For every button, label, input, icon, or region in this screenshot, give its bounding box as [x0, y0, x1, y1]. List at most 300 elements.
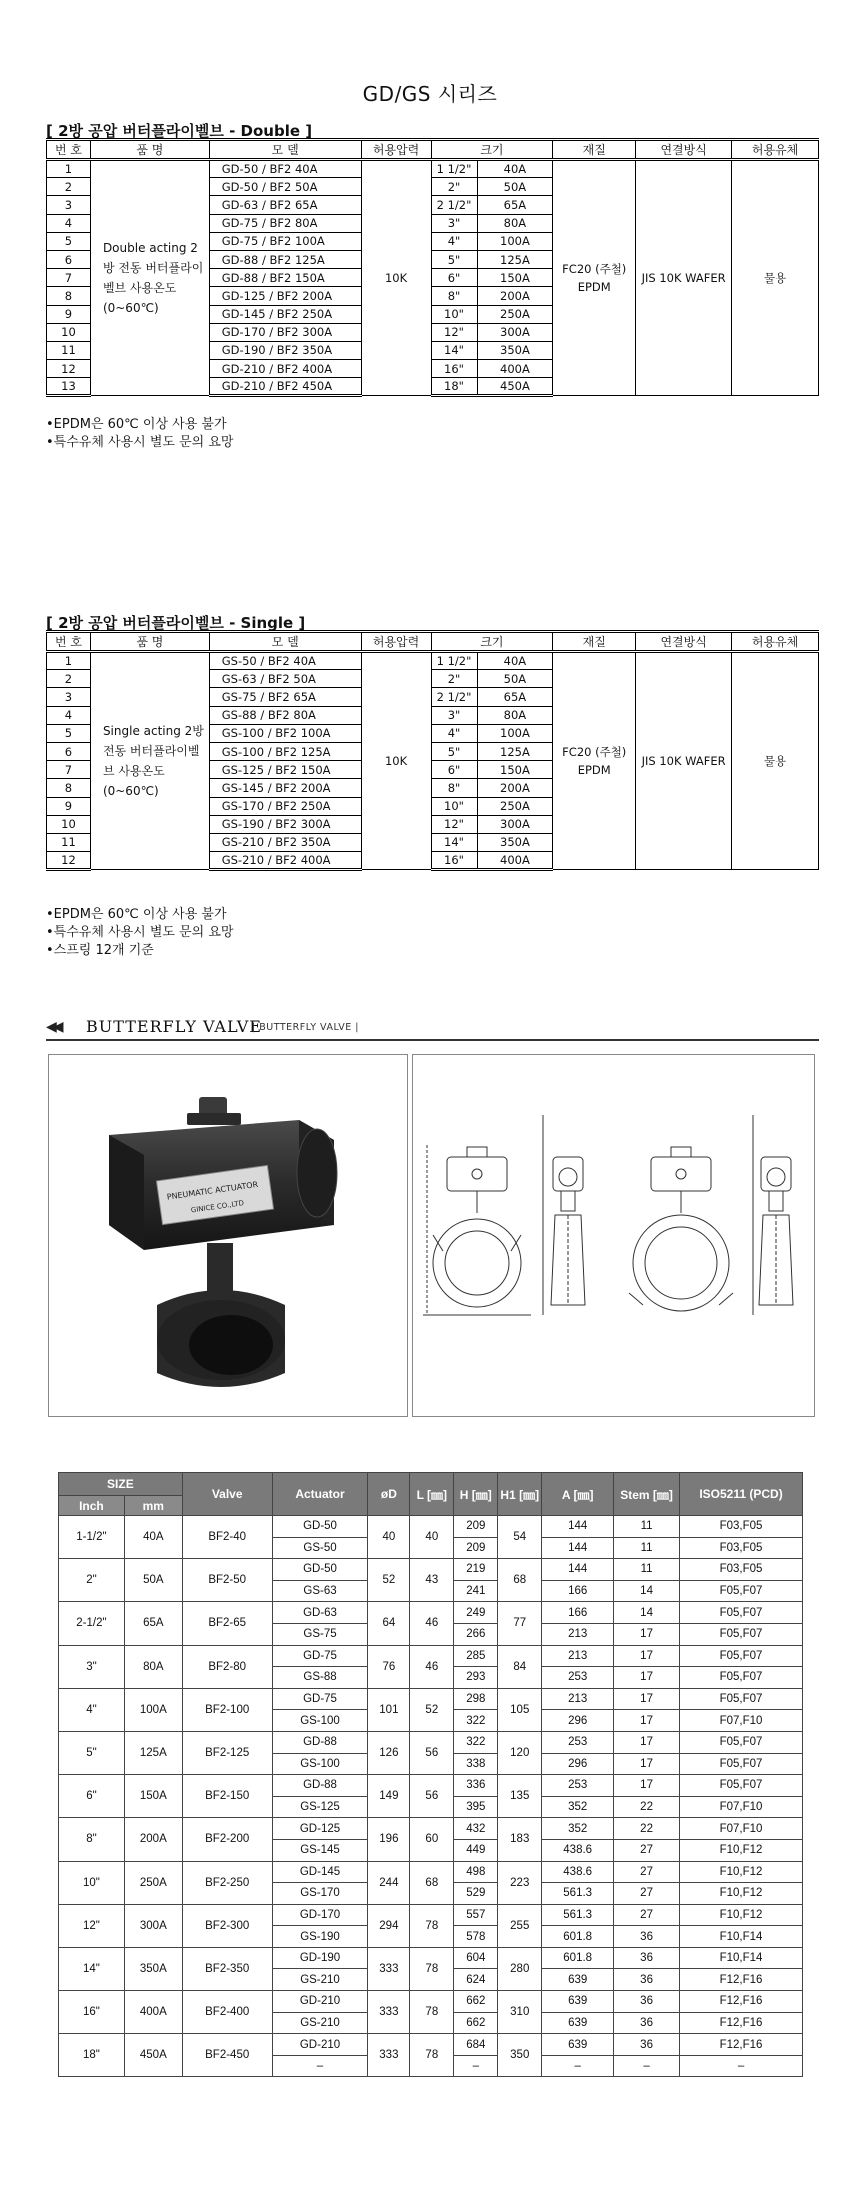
connection-cell: JIS 10K WAFER — [636, 160, 732, 396]
a-cell: – — [542, 2055, 614, 2077]
size-inch-cell: 3" — [431, 214, 477, 232]
model-cell: GS-88 / BF2 80A — [209, 706, 361, 724]
size-mm-cell: 400A — [124, 1991, 182, 2034]
size-inch-cell: 1 1/2" — [431, 652, 477, 670]
size-inch-cell: 16" — [431, 852, 477, 870]
size-inch-cell: 4" — [431, 232, 477, 250]
iso-cell: F12,F16 — [680, 1969, 803, 1991]
technical-drawing — [412, 1054, 815, 1417]
note-line: •스프링 12개 기준 — [46, 943, 154, 958]
row-number: 5 — [47, 232, 91, 250]
note-line: •특수유체 사용시 별도 문의 요망 — [46, 925, 234, 940]
h1-cell: 68 — [498, 1559, 542, 1602]
product-description: Single acting 2방 전동 버터플라이벨브 사용온도 (0~60℃) — [90, 652, 209, 870]
model-cell: GS-210 / BF2 350A — [209, 833, 361, 851]
size-inch-cell: 16" — [431, 360, 477, 378]
material-cell: FC20 (주철) EPDM — [553, 160, 636, 396]
od-cell: 64 — [368, 1602, 410, 1645]
model-cell: GS-210 / BF2 400A — [209, 852, 361, 870]
col-header: 연결방식 — [636, 632, 732, 652]
actuator-cell: GD-50 — [272, 1516, 368, 1538]
iso-cell: F10,F12 — [680, 1861, 803, 1883]
h-cell: 336 — [454, 1775, 498, 1797]
size-mm-cell: 200A — [477, 287, 553, 305]
size-mm-cell: 125A — [124, 1731, 182, 1774]
size-inch-cell: 3" — [431, 706, 477, 724]
iso-cell: F10,F14 — [680, 1926, 803, 1948]
size-inch-cell: 5" — [59, 1731, 125, 1774]
h-cell: 662 — [454, 2012, 498, 2034]
fluid-cell: 물용 — [732, 160, 819, 396]
actuator-cell: GD-75 — [272, 1645, 368, 1667]
size-mm-cell: 125A — [477, 742, 553, 760]
size-inch-cell: 18" — [431, 378, 477, 396]
size-mm-cell: 40A — [477, 160, 553, 178]
actuator-cell: GS-170 — [272, 1883, 368, 1905]
od-cell: 126 — [368, 1731, 410, 1774]
h-cell: 529 — [454, 1883, 498, 1905]
size-inch-cell: 2 1/2" — [431, 196, 477, 214]
stem-cell: 36 — [614, 1947, 680, 1969]
col-header: 재질 — [553, 140, 636, 160]
valve-cell: BF2-80 — [182, 1645, 272, 1688]
h-cell: 266 — [454, 1623, 498, 1645]
a-cell: 213 — [542, 1688, 614, 1710]
size-inch-cell: 12" — [59, 1904, 125, 1947]
size-mm-cell: 200A — [477, 779, 553, 797]
size-mm-cell: 100A — [477, 724, 553, 742]
h-cell: 624 — [454, 1969, 498, 1991]
od-cell: 76 — [368, 1645, 410, 1688]
col-header: 크기 — [431, 632, 553, 652]
size-inch-cell: 3" — [59, 1645, 125, 1688]
size-mm-cell: 80A — [477, 706, 553, 724]
valve-cell: BF2-300 — [182, 1904, 272, 1947]
model-cell: GD-145 / BF2 250A — [209, 305, 361, 323]
size-mm-cell: 80A — [477, 214, 553, 232]
h-cell: – — [454, 2055, 498, 2077]
od-cell: 40 — [368, 1516, 410, 1559]
stem-cell: 17 — [614, 1753, 680, 1775]
table-row — [59, 1991, 803, 2013]
row-number: 3 — [47, 196, 91, 214]
table-row — [59, 1731, 803, 1753]
iso-cell: F12,F16 — [680, 2012, 803, 2034]
h1-cell: 350 — [498, 2034, 542, 2077]
l-cell: 78 — [410, 1904, 454, 1947]
table-row — [47, 160, 819, 178]
size-mm-cell: 40A — [124, 1516, 182, 1559]
model-cell: GD-88 / BF2 125A — [209, 250, 361, 268]
valve-cell: BF2-450 — [182, 2034, 272, 2077]
actuator-cell: GS-63 — [272, 1580, 368, 1602]
inch-header: Inch — [59, 1496, 125, 1516]
h-cell: 322 — [454, 1710, 498, 1732]
od-cell: 149 — [368, 1775, 410, 1818]
actuator-cell: GD-50 — [272, 1559, 368, 1581]
size-inch-cell: 10" — [431, 797, 477, 815]
row-number: 1 — [47, 160, 91, 178]
table-row — [59, 1861, 803, 1883]
actuator-cell: GD-88 — [272, 1731, 368, 1753]
model-cell: GS-145 / BF2 200A — [209, 779, 361, 797]
connection-cell: JIS 10K WAFER — [636, 652, 732, 870]
row-number: 3 — [47, 688, 91, 706]
h1-cell: 183 — [498, 1818, 542, 1861]
valve-cell: BF2-50 — [182, 1559, 272, 1602]
model-cell: GD-190 / BF2 350A — [209, 341, 361, 359]
a-cell: 438.6 — [542, 1839, 614, 1861]
size-inch-cell: 8" — [431, 779, 477, 797]
size-mm-cell: 400A — [477, 360, 553, 378]
stem-cell: 36 — [614, 1926, 680, 1948]
size-inch-cell: 5" — [431, 250, 477, 268]
od-cell: 196 — [368, 1818, 410, 1861]
od-cell: 333 — [368, 1947, 410, 1990]
actuator-cell: GS-190 — [272, 1926, 368, 1948]
size-mm-cell: 150A — [477, 269, 553, 287]
size-mm-cell: 200A — [124, 1818, 182, 1861]
size-mm-cell: 50A — [124, 1559, 182, 1602]
a-cell: 296 — [542, 1753, 614, 1775]
size-inch-cell: 2 1/2" — [431, 688, 477, 706]
model-cell: GS-63 / BF2 50A — [209, 670, 361, 688]
h1-cell: 223 — [498, 1861, 542, 1904]
h-cell: 285 — [454, 1645, 498, 1667]
size-inch-cell: 10" — [431, 305, 477, 323]
dimension-table — [58, 1472, 803, 2077]
col-header: 연결방식 — [636, 140, 732, 160]
model-cell: GS-100 / BF2 100A — [209, 724, 361, 742]
note-line: •EPDM은 60℃ 이상 사용 불가 — [46, 907, 227, 922]
stem-cell: – — [614, 2055, 680, 2077]
product-photo — [48, 1054, 408, 1417]
iso-cell: F05,F07 — [680, 1645, 803, 1667]
h-header: H [㎜] — [454, 1473, 498, 1516]
h1-cell: 255 — [498, 1904, 542, 1947]
row-number: 7 — [47, 761, 91, 779]
size-mm-cell: 250A — [477, 797, 553, 815]
h-cell: 684 — [454, 2034, 498, 2056]
row-number: 6 — [47, 742, 91, 760]
size-mm-cell: 50A — [477, 670, 553, 688]
butterfly-valve-banner — [46, 1017, 819, 1041]
actuator-cell: GD-145 — [272, 1861, 368, 1883]
row-number: 2 — [47, 178, 91, 196]
table-row — [59, 1818, 803, 1840]
table-row — [59, 1775, 803, 1797]
h-cell: 498 — [454, 1861, 498, 1883]
stem-cell: 27 — [614, 1883, 680, 1905]
stem-cell: 11 — [614, 1516, 680, 1538]
iso-header: ISO5211 (PCD) — [680, 1473, 803, 1516]
size-mm-cell: 300A — [477, 815, 553, 833]
row-number: 9 — [47, 305, 91, 323]
iso-cell: F05,F07 — [680, 1623, 803, 1645]
single-notes — [46, 906, 233, 960]
stem-cell: 17 — [614, 1710, 680, 1732]
size-inch-cell: 2" — [431, 670, 477, 688]
double-section-title: [ 2방 공압 버터플라이벨브 - Double ] — [46, 122, 313, 140]
single-spec-table — [46, 630, 819, 871]
table-row — [59, 1688, 803, 1710]
size-mm-cell: 65A — [124, 1602, 182, 1645]
iso-cell: F10,F12 — [680, 1883, 803, 1905]
iso-cell: F12,F16 — [680, 2034, 803, 2056]
double-notes — [46, 416, 233, 452]
a-cell: 213 — [542, 1645, 614, 1667]
a-cell: 144 — [542, 1559, 614, 1581]
row-number: 13 — [47, 378, 91, 396]
a-cell: 352 — [542, 1796, 614, 1818]
model-cell: GD-210 / BF2 400A — [209, 360, 361, 378]
size-inch-cell: 1-1/2" — [59, 1516, 125, 1559]
l-cell: 56 — [410, 1775, 454, 1818]
h-cell: 249 — [454, 1602, 498, 1624]
stem-cell: 27 — [614, 1904, 680, 1926]
actuator-cell: GD-88 — [272, 1775, 368, 1797]
l-cell: 40 — [410, 1516, 454, 1559]
h1-cell: 310 — [498, 1991, 542, 2034]
l-cell: 78 — [410, 2034, 454, 2077]
actuator-cell: GD-75 — [272, 1688, 368, 1710]
row-number: 4 — [47, 706, 91, 724]
iso-cell: F12,F16 — [680, 1991, 803, 2013]
size-mm-cell: 250A — [124, 1861, 182, 1904]
h-cell: 432 — [454, 1818, 498, 1840]
size-inch-cell: 8" — [431, 287, 477, 305]
model-cell: GS-50 / BF2 40A — [209, 652, 361, 670]
h1-cell: 84 — [498, 1645, 542, 1688]
stem-cell: 36 — [614, 2012, 680, 2034]
size-inch-cell: 12" — [431, 815, 477, 833]
model-cell: GS-190 / BF2 300A — [209, 815, 361, 833]
a-cell: 213 — [542, 1623, 614, 1645]
size-mm-cell: 150A — [124, 1775, 182, 1818]
size-inch-cell: 1 1/2" — [431, 160, 477, 178]
row-number: 5 — [47, 724, 91, 742]
model-cell: GD-75 / BF2 100A — [209, 232, 361, 250]
product-description: Double acting 2방 전동 버터플라이벨브 사용온도 (0~60℃) — [90, 160, 209, 396]
stem-cell: 17 — [614, 1688, 680, 1710]
h-cell: 662 — [454, 1991, 498, 2013]
a-cell: 639 — [542, 1969, 614, 1991]
actuator-cell: GS-75 — [272, 1623, 368, 1645]
size-mm-cell: 400A — [477, 852, 553, 870]
model-cell: GD-75 / BF2 80A — [209, 214, 361, 232]
col-header: 번 호 — [47, 140, 91, 160]
iso-cell: F03,F05 — [680, 1516, 803, 1538]
valve-cell: BF2-250 — [182, 1861, 272, 1904]
h-cell: 209 — [454, 1516, 498, 1538]
single-section-title: [ 2방 공압 버터플라이벨브 - Single ] — [46, 614, 306, 632]
iso-cell: F05,F07 — [680, 1580, 803, 1602]
l-cell: 78 — [410, 1947, 454, 1990]
size-mm-cell: 150A — [477, 761, 553, 779]
material-cell: FC20 (주철) EPDM — [553, 652, 636, 870]
pressure-cell: 10K — [361, 160, 431, 396]
a-cell: 352 — [542, 1818, 614, 1840]
a-cell: 253 — [542, 1731, 614, 1753]
valve-cell: BF2-400 — [182, 1991, 272, 2034]
iso-cell: F05,F07 — [680, 1731, 803, 1753]
size-mm-cell: 100A — [477, 232, 553, 250]
col-header: 품 명 — [90, 632, 209, 652]
l-header: L [㎜] — [410, 1473, 454, 1516]
size-mm-cell: 100A — [124, 1688, 182, 1731]
l-cell: 43 — [410, 1559, 454, 1602]
size-inch-cell: 6" — [431, 761, 477, 779]
size-inch-cell: 6" — [431, 269, 477, 287]
actuator-cell: GS-210 — [272, 2012, 368, 2034]
od-cell: 101 — [368, 1688, 410, 1731]
fluid-cell: 물용 — [732, 652, 819, 870]
row-number: 8 — [47, 287, 91, 305]
row-number: 8 — [47, 779, 91, 797]
row-number: 4 — [47, 214, 91, 232]
table-row — [59, 1947, 803, 1969]
valve-actuator-illustration — [49, 1055, 407, 1416]
l-cell: 68 — [410, 1861, 454, 1904]
a-cell: 144 — [542, 1537, 614, 1559]
table-row — [59, 1602, 803, 1624]
h1-cell: 105 — [498, 1688, 542, 1731]
row-number: 10 — [47, 323, 91, 341]
h-cell: 578 — [454, 1926, 498, 1948]
size-mm-cell: 250A — [477, 305, 553, 323]
a-cell: 144 — [542, 1516, 614, 1538]
a-cell: 166 — [542, 1580, 614, 1602]
size-inch-cell: 16" — [59, 1991, 125, 2034]
stem-cell: 36 — [614, 1969, 680, 1991]
a-cell: 639 — [542, 2012, 614, 2034]
model-cell: GS-100 / BF2 125A — [209, 742, 361, 760]
actuator-cell: – — [272, 2055, 368, 2077]
size-header: SIZE — [59, 1473, 183, 1496]
l-cell: 78 — [410, 1991, 454, 2034]
size-mm-cell: 300A — [477, 323, 553, 341]
actuator-cell: GS-100 — [272, 1753, 368, 1775]
note-line: •특수유체 사용시 별도 문의 요망 — [46, 435, 234, 450]
size-inch-cell: 2-1/2" — [59, 1602, 125, 1645]
actuator-cell: GS-125 — [272, 1796, 368, 1818]
iso-cell: F10,F12 — [680, 1904, 803, 1926]
col-header: 모 델 — [209, 632, 361, 652]
row-number: 10 — [47, 815, 91, 833]
row-number: 12 — [47, 360, 91, 378]
h-cell: 395 — [454, 1796, 498, 1818]
valve-cell: BF2-150 — [182, 1775, 272, 1818]
double-chevron-icon: ◀◀ — [46, 1019, 60, 1035]
size-inch-cell: 2" — [431, 178, 477, 196]
h-cell: 293 — [454, 1667, 498, 1689]
stem-cell: 27 — [614, 1839, 680, 1861]
h-cell: 298 — [454, 1688, 498, 1710]
size-mm-cell: 40A — [477, 652, 553, 670]
h1-cell: 120 — [498, 1731, 542, 1774]
stem-cell: 14 — [614, 1602, 680, 1624]
size-inch-cell: 18" — [59, 2034, 125, 2077]
od-cell: 333 — [368, 2034, 410, 2077]
iso-cell: F03,F05 — [680, 1537, 803, 1559]
banner-sublabel: | BUTTERFLY VALVE | — [252, 1022, 359, 1033]
h-cell: 241 — [454, 1580, 498, 1602]
row-number: 6 — [47, 250, 91, 268]
stem-cell: 17 — [614, 1623, 680, 1645]
size-mm-cell: 350A — [477, 833, 553, 851]
iso-cell: F10,F12 — [680, 1839, 803, 1861]
col-header: 허용유체 — [732, 140, 819, 160]
size-mm-cell: 450A — [477, 378, 553, 396]
stem-cell: 17 — [614, 1667, 680, 1689]
a-header: A [㎜] — [542, 1473, 614, 1516]
actuator-cell: GS-88 — [272, 1667, 368, 1689]
actuator-cell: GD-63 — [272, 1602, 368, 1624]
size-mm-cell: 350A — [124, 1947, 182, 1990]
size-mm-cell: 125A — [477, 250, 553, 268]
actuator-cell: GD-210 — [272, 2034, 368, 2056]
valve-cell: BF2-200 — [182, 1818, 272, 1861]
iso-cell: F07,F10 — [680, 1818, 803, 1840]
double-spec-table — [46, 138, 819, 397]
col-header: 번 호 — [47, 632, 91, 652]
row-number: 11 — [47, 341, 91, 359]
size-mm-cell: 65A — [477, 196, 553, 214]
model-cell: GS-75 / BF2 65A — [209, 688, 361, 706]
model-cell: GD-50 / BF2 50A — [209, 178, 361, 196]
size-inch-cell: 4" — [59, 1688, 125, 1731]
table-row — [47, 652, 819, 670]
size-inch-cell: 8" — [59, 1818, 125, 1861]
size-mm-cell: 80A — [124, 1645, 182, 1688]
table-row — [59, 2034, 803, 2056]
size-inch-cell: 2" — [59, 1559, 125, 1602]
banner-rule — [46, 1039, 819, 1041]
stem-cell: 14 — [614, 1580, 680, 1602]
actuator-cell: GS-210 — [272, 1969, 368, 1991]
pressure-cell: 10K — [361, 652, 431, 870]
model-cell: GS-170 / BF2 250A — [209, 797, 361, 815]
col-header: 허용유체 — [732, 632, 819, 652]
h1-cell: 135 — [498, 1775, 542, 1818]
actuator-cell: GD-170 — [272, 1904, 368, 1926]
size-inch-cell: 10" — [59, 1861, 125, 1904]
a-cell: 296 — [542, 1710, 614, 1732]
row-number: 1 — [47, 652, 91, 670]
row-number: 9 — [47, 797, 91, 815]
banner-label: BUTTERFLY VALVE — [86, 1017, 262, 1036]
h-cell: 338 — [454, 1753, 498, 1775]
size-mm-cell: 65A — [477, 688, 553, 706]
note-line: •EPDM은 60℃ 이상 사용 불가 — [46, 417, 227, 432]
stem-cell: 11 — [614, 1559, 680, 1581]
size-inch-cell: 5" — [431, 742, 477, 760]
size-mm-cell: 50A — [477, 178, 553, 196]
iso-cell: F05,F07 — [680, 1688, 803, 1710]
l-cell: 56 — [410, 1731, 454, 1774]
h-cell: 557 — [454, 1904, 498, 1926]
valve-dimension-drawing — [413, 1055, 814, 1416]
table-row — [59, 1559, 803, 1581]
od-cell: 333 — [368, 1991, 410, 2034]
page-title: GD/GS 시리즈 — [362, 82, 498, 106]
h1-header: H1 [㎜] — [498, 1473, 542, 1516]
size-inch-cell: 12" — [431, 323, 477, 341]
iso-cell: F05,F07 — [680, 1775, 803, 1797]
l-cell: 46 — [410, 1602, 454, 1645]
model-cell: GS-125 / BF2 150A — [209, 761, 361, 779]
col-header: 모 델 — [209, 140, 361, 160]
